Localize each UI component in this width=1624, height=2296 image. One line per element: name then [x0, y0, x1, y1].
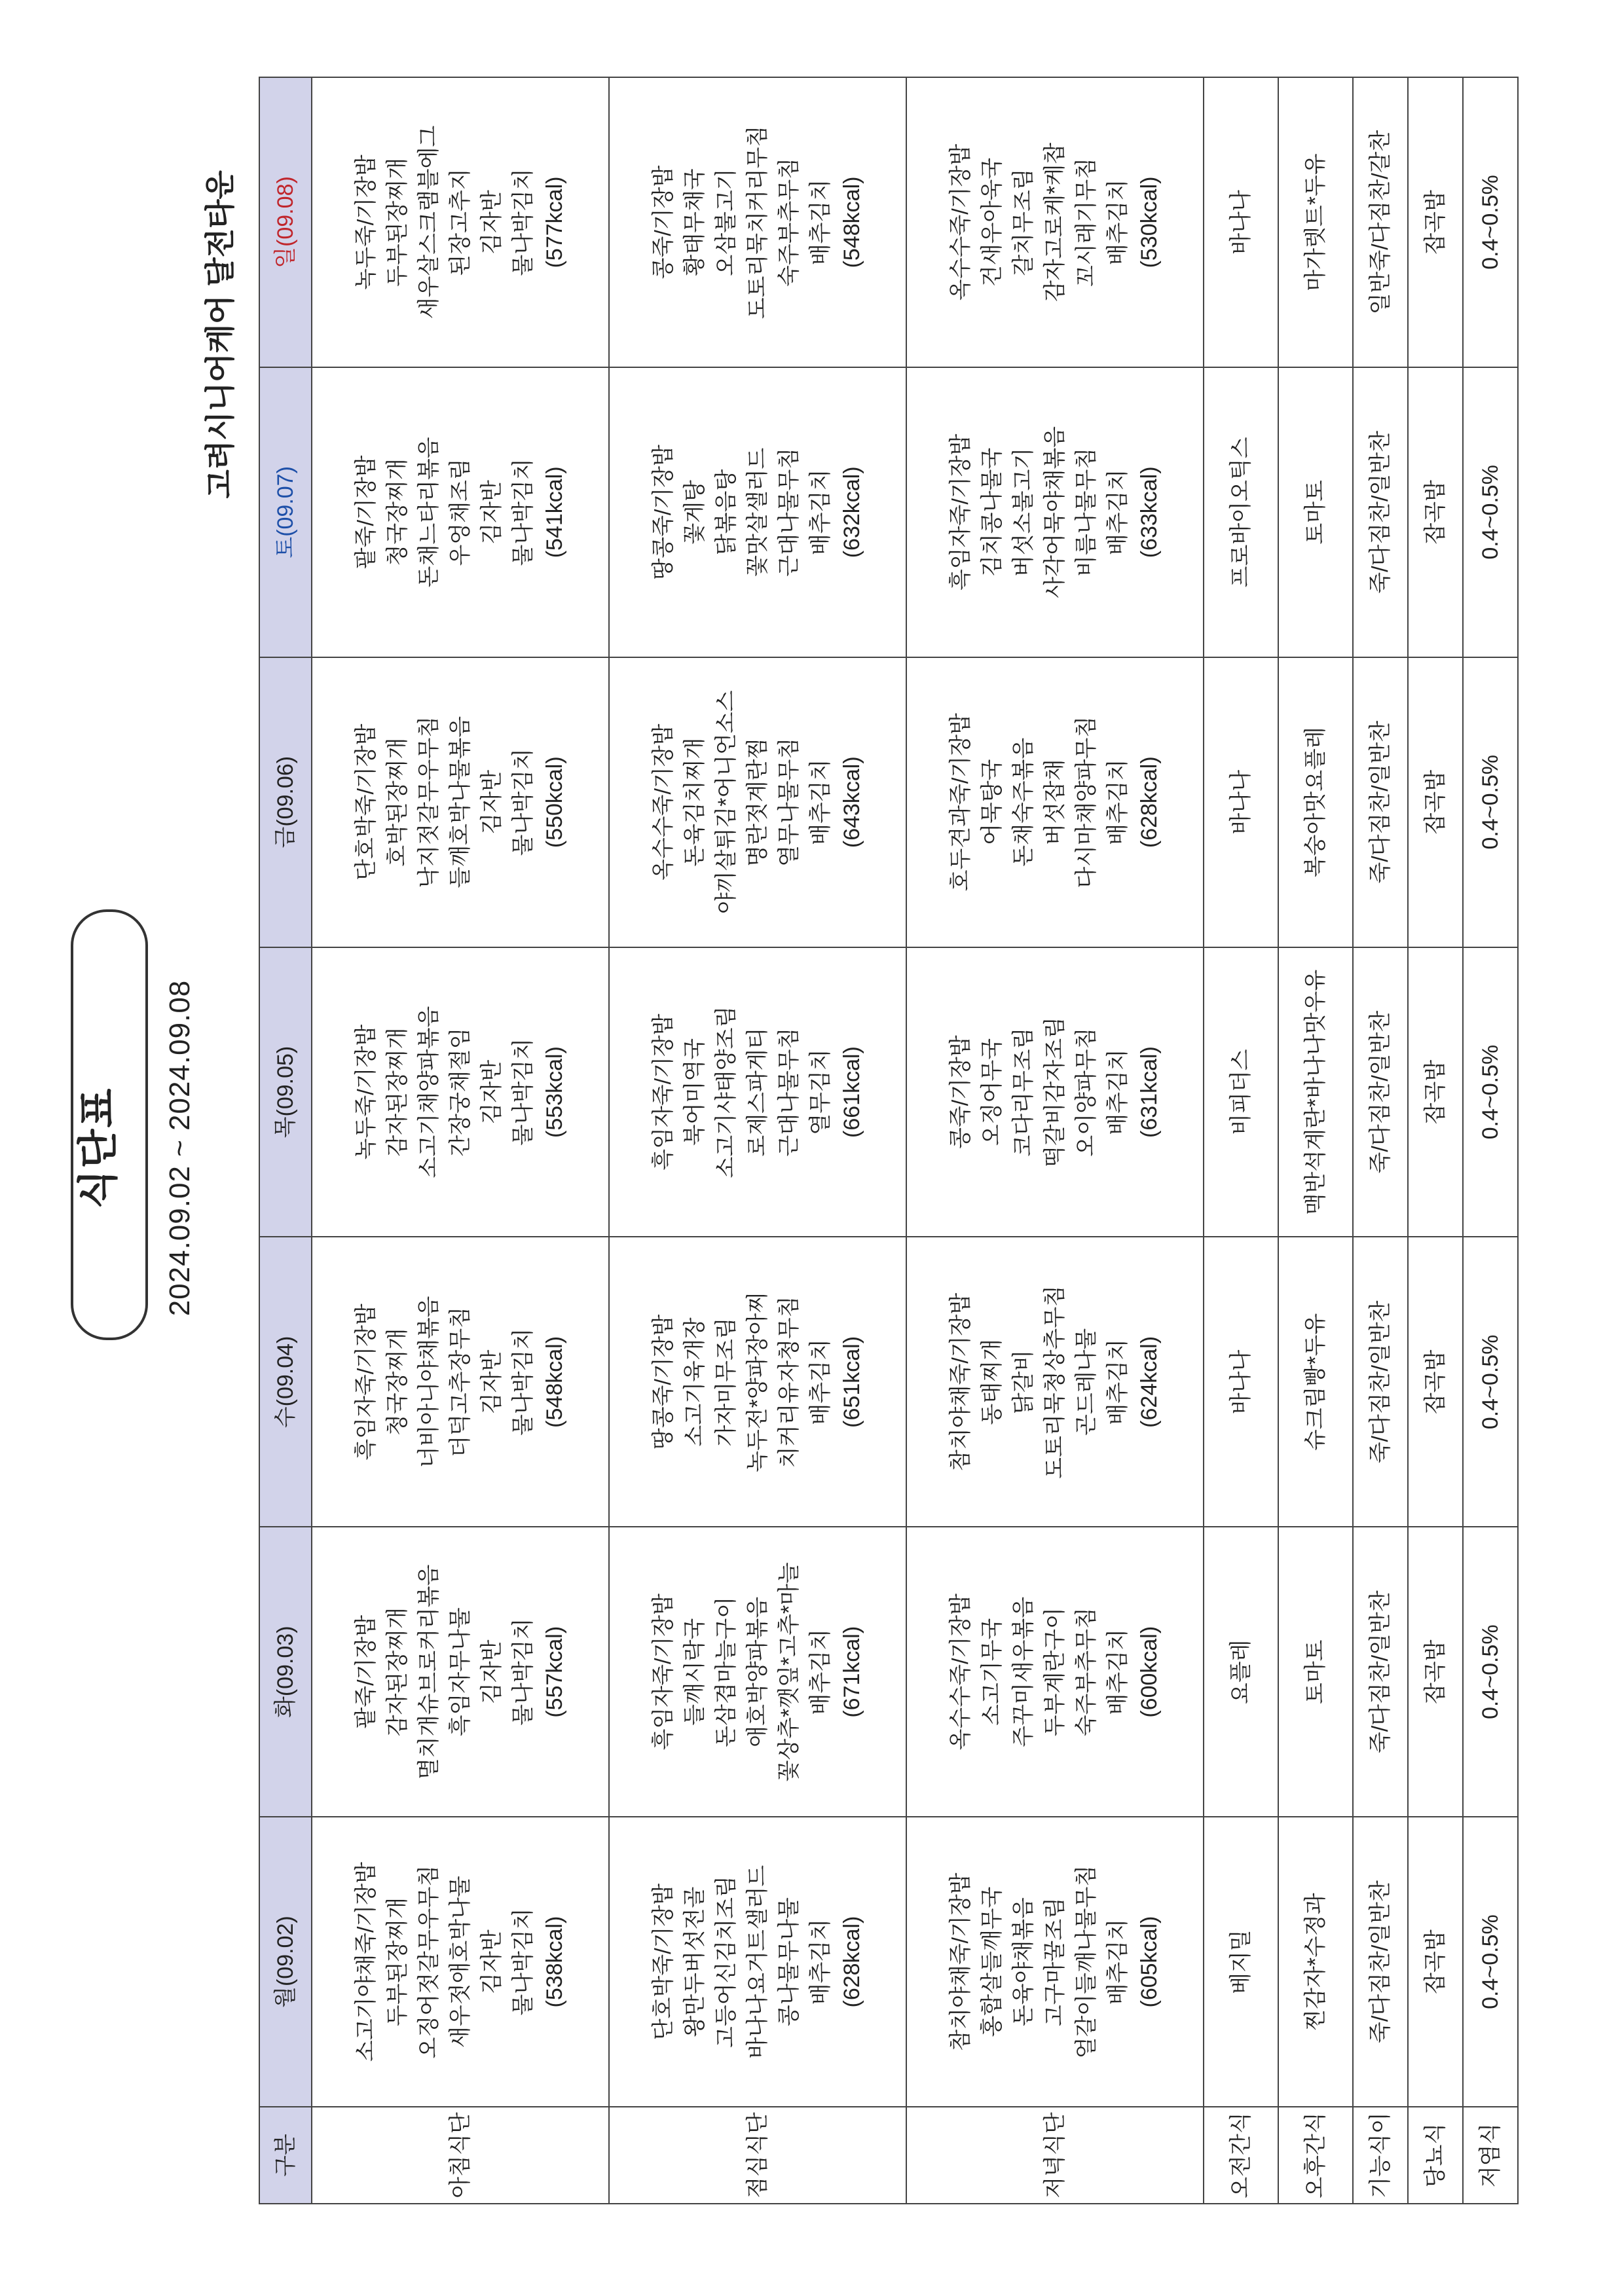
menu-item: 물나박김치: [511, 1618, 536, 1726]
menu-item: 죽/다짐찬/일반찬: [1368, 1590, 1393, 1754]
menu-item: 흑임자죽/기장밥: [651, 1594, 676, 1751]
menu-item: 감자된장찌개: [385, 1027, 410, 1157]
menu-item: 김자반: [479, 190, 504, 255]
menu-cell: [1353, 657, 1408, 947]
menu-cell: [609, 947, 906, 1237]
table-row: [1463, 77, 1518, 2204]
menu-item: 배추김치: [808, 179, 833, 266]
menu-item: 근대나물무침: [777, 1027, 802, 1157]
menu-cell: [609, 657, 906, 947]
menu-item: 옥수수죽/기장밥: [651, 723, 676, 881]
menu-item: 죽/다짐찬/일반찬: [1368, 1010, 1393, 1174]
menu-cell: [1463, 1817, 1518, 2107]
menu-cell: [1278, 1237, 1353, 1527]
menu-item: 간장궁채절임: [448, 1027, 473, 1157]
table-row: [1204, 77, 1278, 2204]
menu-item: (550kcal): [542, 756, 567, 848]
row-label: 아침식단: [312, 2107, 609, 2204]
menu-item: 명란젓계란찜: [745, 737, 770, 867]
menu-item: (553kcal): [542, 1046, 567, 1138]
menu-item: 콩나물무나물: [777, 1897, 802, 2027]
menu-period: 2024.09.02 ~ 2024.09.08: [164, 979, 196, 1317]
menu-cell: [1463, 367, 1518, 657]
menu-item: 돈육야채볶음: [1011, 1897, 1036, 2027]
menu-item: 참치야채죽/기장밥: [948, 1872, 973, 2051]
menu-item: 물나박김치: [511, 458, 536, 566]
table-row: [609, 77, 906, 2204]
table-row: [906, 77, 1204, 2204]
page-title: 식단표: [76, 1087, 121, 1209]
menu-cell: [1463, 1237, 1518, 1527]
menu-item: 호두견과죽/기장밥: [948, 713, 973, 892]
menu-item: 참치야채죽/기장밥: [948, 1292, 973, 1471]
row-label: 저염식: [1463, 2107, 1518, 2204]
menu-cell: [906, 1817, 1204, 2107]
menu-item: 0.4~0.5%: [1478, 175, 1503, 270]
menu-item: 돈채숙주볶음: [1011, 737, 1036, 867]
row-label: 점심식단: [609, 2107, 906, 2204]
menu-cell: [906, 1527, 1204, 1817]
menu-item: 0.4~0.5%: [1478, 465, 1503, 560]
menu-item: 황태무채국: [682, 168, 707, 276]
menu-item: 물나박김치: [511, 1038, 536, 1146]
menu-item: 김자반: [479, 769, 504, 835]
table-row: [1408, 77, 1463, 2204]
menu-item: 배추김치: [1105, 469, 1130, 556]
menu-cell: [312, 367, 609, 657]
menu-item: 고등어신김치조림: [714, 1876, 739, 2048]
menu-cell: [609, 367, 906, 657]
menu-item: 들깨호박나물볶음: [448, 716, 473, 888]
menu-cell: [906, 947, 1204, 1237]
menu-item: 녹두죽/기장밥: [354, 1024, 378, 1160]
menu-item: 비피더스: [1228, 1049, 1253, 1135]
menu-item: 숙주부추무침: [1074, 1607, 1099, 1737]
menu-item: 배추김치: [1105, 1629, 1130, 1715]
menu-item: 열무김치: [808, 1049, 833, 1135]
menu-item: 베지밀: [1228, 1929, 1253, 1994]
menu-item: 옥수수죽/기장밥: [948, 1594, 973, 1751]
menu-cell: [1353, 77, 1408, 367]
menu-item: 죽/다짐찬/일반찬: [1368, 430, 1393, 594]
menu-cell: [906, 657, 1204, 947]
menu-cell: [906, 1237, 1204, 1527]
table-row: [1278, 77, 1353, 2204]
menu-item: 팥죽/기장밥: [354, 455, 378, 570]
menu-cell: [609, 1527, 906, 1817]
menu-cell: [1278, 367, 1353, 657]
menu-item: (651kcal): [840, 1336, 864, 1428]
menu-cell: [1463, 947, 1518, 1237]
menu-cell: [906, 77, 1204, 367]
menu-cell: [1204, 1817, 1278, 2107]
menu-item: 0.4~0.5%: [1478, 754, 1503, 850]
menu-item: 버섯잡채: [1043, 759, 1067, 845]
menu-cell: [1408, 947, 1463, 1237]
menu-item: 소고기채양파볶음: [416, 1006, 441, 1178]
menu-item: (628kcal): [840, 1916, 864, 2008]
menu-item: (605kcal): [1137, 1916, 1162, 2008]
menu-item: 고구마꿀조림: [1043, 1897, 1067, 2027]
menu-item: 흑임자죽/기장밥: [651, 1013, 676, 1171]
menu-item: (628kcal): [1137, 756, 1162, 848]
menu-item: 0.4~0.5%: [1478, 1914, 1503, 2009]
menu-cell: [1463, 1527, 1518, 1817]
table-body: [312, 77, 1518, 2204]
menu-item: 김자반: [479, 1929, 504, 1994]
menu-item: 배추김치: [1105, 1049, 1130, 1135]
menu-item: 도토리묵청상추무침: [1043, 1285, 1067, 1479]
menu-item: 소고기샤태양조림: [714, 1006, 739, 1178]
menu-cell: [1408, 367, 1463, 657]
meal-plan-table: [259, 77, 1519, 2204]
menu-item: 꼬시래기무침: [1074, 157, 1099, 287]
menu-item: 코다리무조림: [1011, 1027, 1036, 1157]
menu-item: 잡곡밥: [1423, 190, 1448, 255]
menu-item: 떡갈비감자조림: [1043, 1017, 1067, 1168]
menu-item: 북어미역국: [682, 1038, 707, 1146]
menu-item: 된장고추지: [448, 168, 473, 276]
menu-item: (557kcal): [542, 1626, 567, 1718]
menu-item: (624kcal): [1137, 1336, 1162, 1428]
menu-cell: [1408, 77, 1463, 367]
menu-item: 두부된장찌개: [385, 1897, 410, 2027]
menu-item: 잡곡밥: [1423, 1349, 1448, 1415]
menu-item: 새우살스크램블에그: [416, 125, 441, 319]
day-header: 목(09.05): [259, 947, 312, 1237]
menu-item: 바나나요거트샐러드: [745, 1865, 770, 2059]
row-label: 기능식이: [1353, 2107, 1408, 2204]
table-row: [312, 77, 609, 2204]
day-header: 금(09.06): [259, 657, 312, 947]
menu-cell: [1204, 657, 1278, 947]
menu-item: 배추김치: [808, 759, 833, 845]
menu-item: 흑임자죽/기장밥: [948, 433, 973, 591]
menu-item: 옥수수죽/기장밥: [948, 143, 973, 301]
menu-cell: [1353, 367, 1408, 657]
menu-item: 잡곡밥: [1423, 1639, 1448, 1705]
menu-item: (632kcal): [840, 466, 864, 558]
menu-item: 얼갈이들깨나물무침: [1074, 1865, 1099, 2059]
menu-item: 멸치개슈브로커리볶음: [416, 1564, 441, 1779]
menu-item: 곤드레나물: [1074, 1328, 1099, 1436]
menu-item: 새우젓애호박나물: [448, 1876, 473, 2048]
menu-item: 돈채느타리볶음: [416, 437, 441, 588]
menu-item: 흑임자죽/기장밥: [354, 1303, 378, 1461]
organization-name: 고려시니어케어 달전타운: [203, 170, 237, 499]
menu-item: 찐감자*수정과: [1303, 1893, 1328, 2031]
menu-item: 흑임자무나물: [448, 1607, 473, 1737]
menu-item: 닭갈비: [1011, 1349, 1036, 1415]
menu-item: 오이양파무침: [1074, 1027, 1099, 1157]
menu-item: 물나박김치: [511, 748, 536, 856]
menu-cell: [312, 77, 609, 367]
menu-cell: [1204, 1527, 1278, 1817]
menu-item: 감자고로케*케찹: [1043, 142, 1067, 302]
menu-item: 마가렛트*두유: [1303, 153, 1328, 291]
menu-item: 열무나물무침: [777, 737, 802, 867]
menu-item: 0.4~0.5%: [1478, 1624, 1503, 1720]
menu-item: 들깨시락국: [682, 1618, 707, 1726]
menu-item: 토마토: [1303, 1639, 1328, 1705]
menu-item: 로제스파게티: [745, 1027, 770, 1157]
menu-cell: [312, 947, 609, 1237]
menu-item: 배추김치: [808, 469, 833, 556]
menu-item: 녹두전*양파장아찌: [745, 1291, 770, 1472]
menu-item: 꽃게탕: [682, 480, 707, 545]
menu-item: 오삼불고기: [714, 168, 739, 276]
menu-item: (633kcal): [1137, 466, 1162, 558]
menu-item: 배추김치: [1105, 759, 1130, 845]
row-label: 오전간식: [1204, 2107, 1278, 2204]
menu-item: 슈크림빵*두유: [1303, 1313, 1328, 1451]
menu-item: (548kcal): [840, 176, 864, 268]
menu-item: 김자반: [479, 1639, 504, 1705]
menu-item: 동태찌개: [980, 1339, 1005, 1425]
menu-item: 갈치무조림: [1011, 168, 1036, 276]
menu-item: 배추김치: [808, 1339, 833, 1425]
menu-item: 닭볶음탕: [714, 469, 739, 556]
menu-item: 요플레: [1228, 1639, 1253, 1705]
menu-item: 청국장찌개: [385, 1328, 410, 1436]
menu-cell: [1463, 77, 1518, 367]
menu-item: 김치콩나물국: [980, 447, 1005, 577]
menu-cell: [1204, 367, 1278, 657]
menu-item: 건새우아욱국: [980, 157, 1005, 287]
menu-item: 청국장찌개: [385, 458, 410, 566]
row-label: 저녁식단: [906, 2107, 1204, 2204]
menu-item: 호박된장찌개: [385, 737, 410, 867]
menu-item: 김자반: [479, 480, 504, 545]
menu-item: 소고기야채죽/기장밥: [354, 1862, 378, 2062]
menu-cell: [1353, 1817, 1408, 2107]
menu-item: 프로바이오틱스: [1228, 437, 1253, 588]
menu-item: (631kcal): [1137, 1046, 1162, 1138]
menu-item: 사각어묵야채볶음: [1043, 426, 1067, 598]
menu-item: 땅콩죽/기장밥: [651, 1314, 676, 1450]
menu-item: (643kcal): [840, 756, 864, 848]
menu-item: 잡곡밥: [1423, 769, 1448, 835]
menu-cell: [1353, 1237, 1408, 1527]
menu-item: 감자된장찌개: [385, 1607, 410, 1737]
menu-item: 치커리유자청무침: [777, 1296, 802, 1468]
menu-item: 단호박죽/기장밥: [651, 1883, 676, 2041]
menu-item: (538kcal): [542, 1916, 567, 2008]
menu-item: 콩죽/기장밥: [948, 1035, 973, 1149]
menu-item: 바나나: [1228, 769, 1253, 835]
menu-cell: [609, 1237, 906, 1527]
menu-cell: [1353, 947, 1408, 1237]
menu-item: 가자미무조림: [714, 1317, 739, 1447]
day-header: 화(09.03): [259, 1527, 312, 1817]
menu-item: 0.4~0.5%: [1478, 1044, 1503, 1140]
menu-cell: [1408, 1237, 1463, 1527]
menu-cell: [609, 1817, 906, 2107]
menu-item: (661kcal): [840, 1046, 864, 1138]
menu-cell: [1278, 657, 1353, 947]
menu-item: 배추김치: [1105, 1339, 1130, 1425]
menu-item: 도토리묵치커리무침: [745, 125, 770, 319]
menu-item: 오징어무국: [980, 1038, 1005, 1146]
menu-cell: [609, 77, 906, 367]
menu-item: 죽/다짐찬/일반찬: [1368, 1880, 1393, 2043]
menu-item: 우엉채조림: [448, 458, 473, 566]
menu-item: (671kcal): [840, 1626, 864, 1718]
menu-item: 땅콩죽/기장밥: [651, 445, 676, 580]
menu-item: 일반죽/다짐찬/갈찬: [1368, 130, 1393, 315]
menu-item: 잡곡밥: [1423, 480, 1448, 545]
menu-item: 배추김치: [808, 1629, 833, 1715]
menu-item: 녹두죽/기장밥: [354, 155, 378, 290]
row-label: 오후간식: [1278, 2107, 1353, 2204]
menu-cell: [1278, 947, 1353, 1237]
menu-item: 왕만두버섯전골: [682, 1886, 707, 2037]
menu-item: 숙주부추무침: [777, 157, 802, 287]
table-row: [1353, 77, 1408, 2204]
menu-item: (577kcal): [542, 176, 567, 268]
menu-item: 어묵탕국: [980, 759, 1005, 845]
menu-item: 죽/다짐찬/일반찬: [1368, 1300, 1393, 1464]
menu-cell: [906, 367, 1204, 657]
menu-cell: [1408, 1817, 1463, 2107]
menu-item: 야끼살튀김*어니언소스: [714, 690, 739, 915]
menu-item: (600kcal): [1137, 1626, 1162, 1718]
menu-item: 김자반: [479, 1349, 504, 1415]
menu-item: 애호박양파볶음: [745, 1596, 770, 1747]
menu-item: 물나박김치: [511, 1908, 536, 2016]
menu-cell: [1463, 657, 1518, 947]
menu-cell: [312, 1237, 609, 1527]
menu-item: 버섯소불고기: [1011, 447, 1036, 577]
menu-cell: [1408, 657, 1463, 947]
row-label: 당뇨식: [1408, 2107, 1463, 2204]
menu-item: 주꾸미새우볶음: [1011, 1596, 1036, 1747]
menu-item: 꽃상추*깻잎*고추*마늘: [777, 1562, 802, 1782]
menu-cell: [1278, 77, 1353, 367]
menu-item: 오징어젓갈무우무침: [416, 1865, 441, 2059]
menu-item: 물나박김치: [511, 1328, 536, 1436]
menu-item: 바나나: [1228, 190, 1253, 255]
menu-item: 다시마채양파무침: [1074, 716, 1099, 888]
menu-item: 김자반: [479, 1059, 504, 1125]
day-header: 수(09.04): [259, 1237, 312, 1527]
menu-item: 두부계란구이: [1043, 1607, 1067, 1737]
menu-cell: [312, 1527, 609, 1817]
menu-item: 잡곡밥: [1423, 1059, 1448, 1125]
menu-item: 꽃맛살샐러드: [745, 447, 770, 577]
menu-item: 바나나: [1228, 1349, 1253, 1415]
menu-item: 복숭아맛요플레: [1303, 727, 1328, 878]
corner-header: 구분: [259, 2107, 312, 2204]
menu-item: 두부된장찌개: [385, 157, 410, 287]
menu-item: 팥죽/기장밥: [354, 1614, 378, 1729]
menu-cell: [1204, 77, 1278, 367]
menu-cell: [1353, 1527, 1408, 1817]
menu-item: 소고기무국: [980, 1618, 1005, 1726]
menu-item: 죽/다짐찬/일반찬: [1368, 720, 1393, 884]
menu-item: 0.4~0.5%: [1478, 1334, 1503, 1430]
day-header-saturday: 토(09.07): [259, 367, 312, 657]
menu-item: 물나박김치: [511, 168, 536, 276]
menu-item: 너비아니야채볶음: [416, 1296, 441, 1468]
menu-cell: [1408, 1527, 1463, 1817]
menu-item: 돈육김치찌개: [682, 737, 707, 867]
menu-item: 돈삼겹마늘구이: [714, 1596, 739, 1747]
menu-cell: [312, 1817, 609, 2107]
menu-item: 배추김치: [808, 1918, 833, 2005]
menu-item: 토마토: [1303, 480, 1328, 545]
menu-item: 낙지젓갈무우무침: [416, 716, 441, 888]
menu-item: (530kcal): [1137, 176, 1162, 268]
menu-item: (541kcal): [542, 466, 567, 558]
menu-item: 소고기육개장: [682, 1317, 707, 1447]
menu-cell: [1278, 1527, 1353, 1817]
menu-cell: [1204, 947, 1278, 1237]
menu-item: 단호박죽/기장밥: [354, 723, 378, 881]
header-row: [259, 77, 312, 2204]
menu-cell: [1204, 1237, 1278, 1527]
menu-item: 근대나물무침: [777, 447, 802, 577]
day-header: 월(09.02): [259, 1817, 312, 2107]
menu-item: 콩죽/기장밥: [651, 165, 676, 280]
menu-item: 더덕고추장무침: [448, 1306, 473, 1457]
menu-item: 잡곡밥: [1423, 1929, 1448, 1994]
menu-item: 맥반석계란*바나나맛우유: [1303, 969, 1328, 1215]
menu-item: 홍합살들깨무국: [980, 1886, 1005, 2037]
menu-cell: [1278, 1817, 1353, 2107]
menu-cell: [312, 657, 609, 947]
menu-item: 배추김치: [1105, 1918, 1130, 2005]
menu-item: 배추김치: [1105, 179, 1130, 266]
menu-item: (548kcal): [542, 1336, 567, 1428]
menu-item: 비름나물무침: [1074, 447, 1099, 577]
day-header-sunday: 일(09.08): [259, 77, 312, 367]
